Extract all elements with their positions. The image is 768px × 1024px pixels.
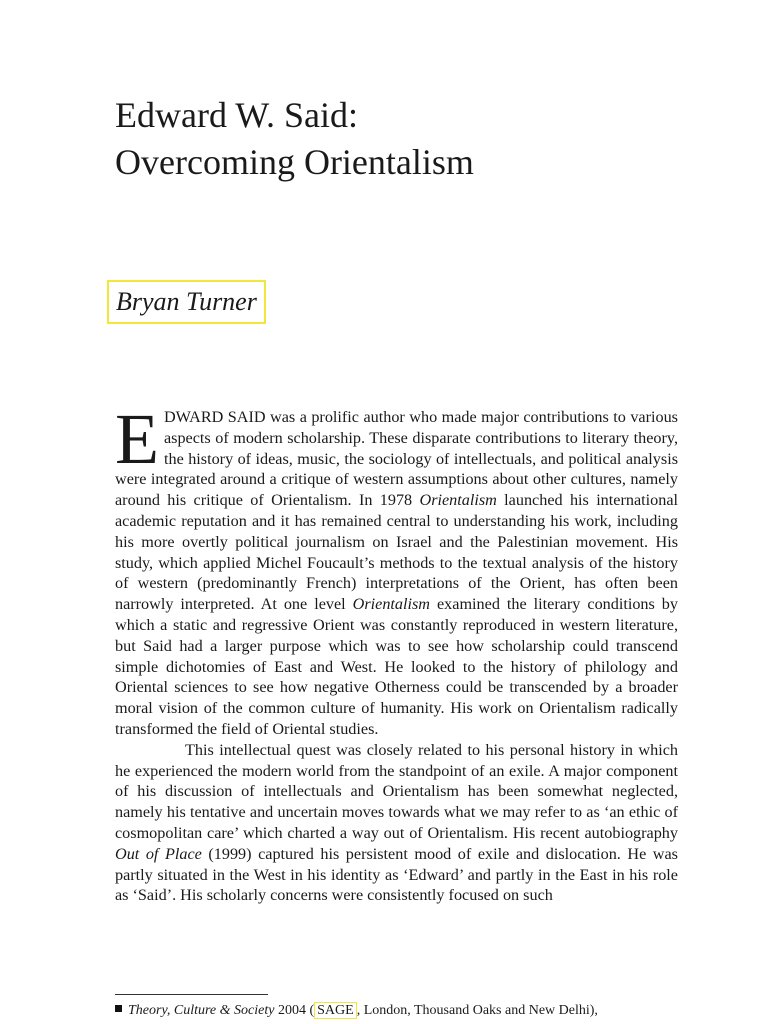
book-title-out-of-place: Out of Place bbox=[115, 844, 202, 863]
book-title-orientalism: Orientalism bbox=[352, 595, 430, 614]
journal-year: 2004 bbox=[277, 1003, 306, 1018]
paragraph-1-text-b: launched his international academic reputation and it has remained central to understanding his work, including his more overtly political journalism on Israel and the Palestinian movement. His study, which applied Michel Foucault’s methods to the textual analysis of the history of western (predominantly French) interpretations of the Orient, has often been narrowly interpreted. At one level bbox=[115, 491, 678, 614]
drop-cap: E bbox=[115, 399, 159, 479]
footnote-rest: , London, Thousand Oaks and New Delhi), bbox=[356, 1003, 598, 1018]
paragraph-1 bbox=[115, 399, 678, 740]
publisher-name: SAGE bbox=[314, 1002, 357, 1019]
journal-name: Theory, Culture & Society bbox=[128, 1003, 275, 1018]
paragraph-1-text-a: DWARD SAID was a prolific author who made major contributions to various aspects of modern scholarship. These disparate contributions to literary theory, the history of ideas, music, the sociology of intellectuals, and political analysis were integrated around a critique of western assumptions about other cultures, namely around his critique of Orientalism. In 1978 bbox=[115, 408, 678, 510]
paragraph-2-text-b: (1999) captured his persistent mood of exile and dislocation. He was partly situated in the West in his identity as ‘Edward’ and partly in the East in his role as ‘Said’. His scholarly concerns were consistently focused on such bbox=[115, 844, 678, 905]
title-line-2: Overcoming Orientalism bbox=[115, 142, 474, 182]
book-title-orientalism: Orientalism bbox=[419, 491, 497, 510]
title-line-1: Edward W. Said: bbox=[115, 95, 358, 135]
article-body bbox=[115, 399, 678, 906]
article-title bbox=[115, 92, 474, 186]
footnote bbox=[115, 1002, 598, 1020]
square-bullet-icon bbox=[115, 1005, 122, 1012]
paragraph-1-text-c: examined the literary conditions by which a static and regressive Orient was constantly reproduced in western literature, but Said had a larger purpose which was to see how scholarship could transcend simple dichotomies of East and West. He looked to the history of philology and Oriental sciences to see how negative Otherness could be transcended by a broader moral vision of the common culture of humanity. His work on Orientalism radically transformed the field of Oriental studies. bbox=[115, 595, 678, 738]
footnote-divider bbox=[115, 994, 268, 995]
footnote-open-paren: ( bbox=[305, 1003, 315, 1018]
author-name: Bryan Turner bbox=[107, 280, 266, 324]
paragraph-2 bbox=[115, 740, 678, 906]
paragraph-2-text-a: This intellectual quest was closely related to his personal history in which he experienced the modern world from the standpoint of an exile. A major component of his discussion of intellectuals and Orientalism has been somewhat neglected, namely his tentative and uncertain moves towards what we may refer to as ‘an ethic of cosmopolitan care’ which charted a way out of Orientalism. His recent autobiography bbox=[115, 740, 678, 842]
